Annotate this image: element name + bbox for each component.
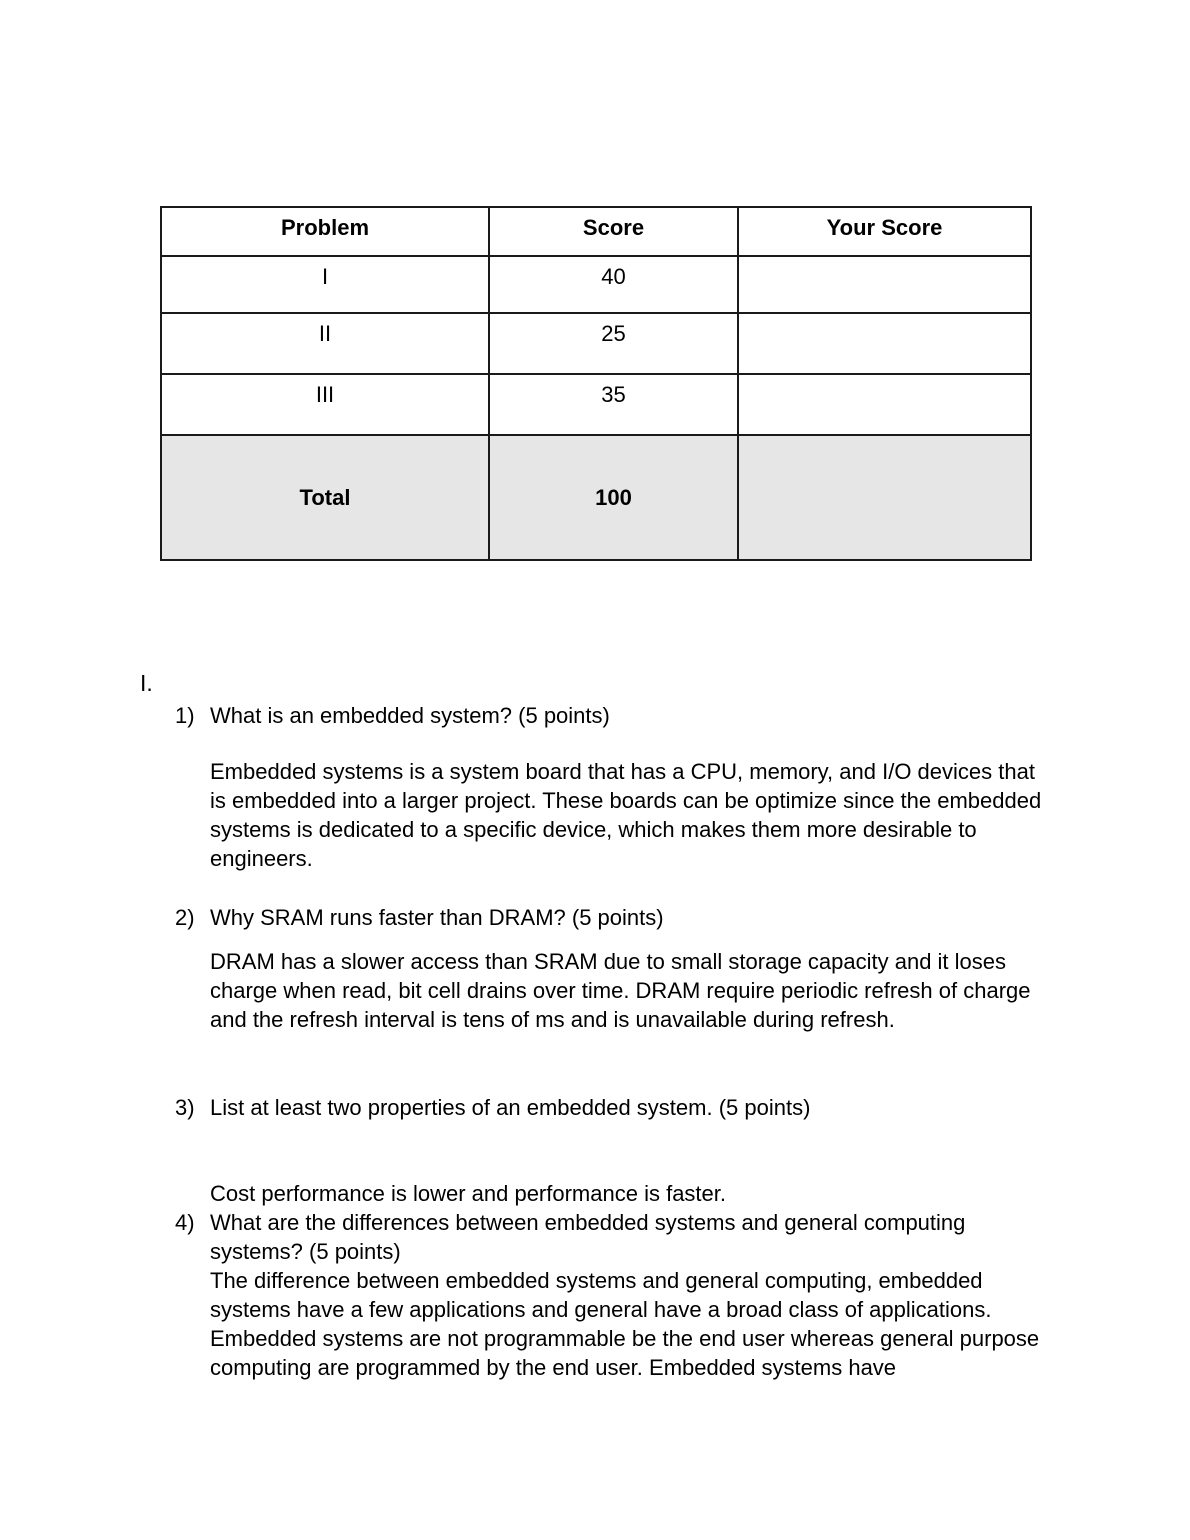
total-label-cell: Total [161, 435, 489, 560]
total-row [161, 435, 1031, 560]
problem-cell: III [161, 374, 489, 435]
problem-cell: II [161, 313, 489, 374]
question-text: What is an embedded system? (5 points) [210, 703, 610, 728]
total-your-score-cell [738, 435, 1031, 560]
your-score-cell [738, 313, 1031, 374]
table-row [161, 256, 1031, 313]
header-score: Score [489, 207, 738, 256]
table-row [161, 313, 1031, 374]
question-text: Why SRAM runs faster than DRAM? (5 points) [210, 905, 664, 930]
answer-text: Cost performance is lower and performance is faster. [210, 1181, 727, 1206]
question-number: 1) [175, 703, 195, 728]
answer-text: DRAM has a slower access than SRAM due to small storage capacity and it loses charge when read, bit cell drains over time. DRAM require periodic refresh of charge and the refresh interval is tens of ms and is unavailable during refresh. [210, 949, 1031, 1032]
question-text: What are the differences between embedded systems and general computing systems? (5 points) [210, 1210, 966, 1264]
your-score-cell [738, 256, 1031, 313]
score-table-header-row [161, 207, 1031, 256]
problem-cell: I [161, 256, 489, 313]
question-item-1 [175, 701, 1047, 873]
question-text: List at least two properties of an embedded system. (5 points) [210, 1095, 811, 1120]
total-score-cell: 100 [489, 435, 738, 560]
your-score-cell [738, 374, 1031, 435]
answer-text: Embedded systems is a system board that has a CPU, memory, and I/O devices that is embedded into a larger project. These boards can be optimize since the embedded systems is dedicated to a specific device, which makes them more desirable to engineers. [210, 759, 1042, 871]
score-cell: 35 [489, 374, 738, 435]
question-number: 4) [175, 1210, 195, 1235]
header-problem: Problem [161, 207, 489, 256]
score-cell: 25 [489, 313, 738, 374]
questions-list [175, 701, 1047, 1382]
question-number: 3) [175, 1095, 195, 1120]
header-your-score: Your Score [738, 207, 1031, 256]
score-table [160, 206, 1032, 561]
answer-text: The difference between embedded systems and general computing, embedded systems have a few applications and general have a broad class of applications. Embedded systems are not programmable be the end user whereas general purpose computing are programmed by the end user. Embedded systems have [210, 1268, 1040, 1380]
question-number: 2) [175, 905, 195, 930]
section-label: I. [140, 670, 153, 696]
question-item-4 [175, 1208, 1047, 1382]
question-item-3 [175, 1093, 1047, 1208]
score-cell: 40 [489, 256, 738, 313]
question-item-2 [175, 903, 1047, 1034]
table-row [161, 374, 1031, 435]
